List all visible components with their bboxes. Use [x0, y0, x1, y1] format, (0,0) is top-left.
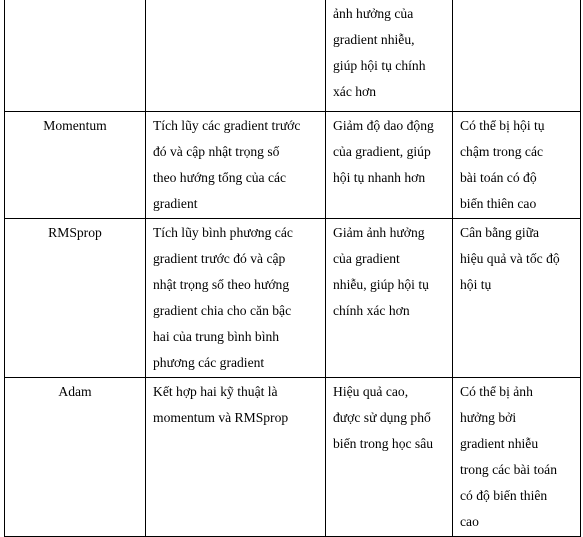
optimizer-name-cell [5, 378, 146, 537]
cell-line: đó và cập nhật trọng số [153, 144, 280, 159]
advantage-cell [326, 378, 453, 537]
cell-line: hội tụ nhanh hơn [333, 170, 426, 185]
cell-line: gradient chia cho căn bậc [153, 303, 292, 318]
optimizer-name: Momentum [43, 118, 107, 133]
cell-line: Hiệu quả cao, [333, 384, 409, 399]
cell-line: Tích lũy bình phương các [153, 225, 293, 240]
cell-line: gradient trước đó và cập [153, 251, 286, 266]
cell-line: biến thiên cao [460, 196, 537, 211]
cell-line: cao [460, 514, 479, 529]
advantage-cell [326, 219, 453, 378]
disadvantage-cell [453, 219, 581, 378]
disadvantage-cell [453, 0, 581, 112]
cell-line: chậm trong các [460, 144, 544, 159]
cell-line: xác hơn [333, 84, 377, 99]
cell-line: nhật trọng số theo hướng [153, 277, 290, 292]
cell-line: hưởng bởi [460, 410, 517, 425]
cell-line: trong các bài toán [460, 462, 558, 477]
cell-line: chính xác hơn [333, 303, 410, 318]
table-row [5, 112, 581, 219]
mechanism-cell [146, 378, 326, 537]
table-row [5, 378, 581, 537]
cell-line: Giảm ảnh hưởng [333, 225, 425, 240]
cell-line: Có thể bị ảnh [460, 384, 533, 399]
cell-line: phương các gradient [153, 355, 265, 370]
cell-line: giúp hội tụ chính [333, 58, 426, 73]
mechanism-cell [146, 219, 326, 378]
table-row [5, 0, 581, 112]
cell-line: Kết hợp hai kỹ thuật là [153, 384, 278, 399]
cell-line: gradient nhiễu, [333, 32, 415, 47]
optimizer-name: Adam [58, 384, 92, 399]
optimizer-comparison-table [4, 0, 581, 537]
mechanism-cell [146, 112, 326, 219]
cell-line: gradient nhiễu [460, 436, 539, 451]
cell-line: hai của trung bình bình [153, 329, 280, 344]
cell-line: có độ biến thiên [460, 488, 548, 503]
cell-line: Cân bằng giữa [460, 225, 540, 240]
disadvantage-cell [453, 112, 581, 219]
cell-line: gradient [153, 196, 198, 211]
cell-line: Tích lũy các gradient trước [153, 118, 301, 133]
optimizer-name-cell [5, 0, 146, 112]
cell-line: ảnh hưởng của [333, 6, 414, 21]
cell-line: theo hướng tổng của các [153, 170, 287, 185]
cell-line: hiệu quả và tốc độ [460, 251, 560, 266]
optimizer-name-cell [5, 112, 146, 219]
cell-line: của gradient, giúp [333, 144, 431, 159]
mechanism-cell [146, 0, 326, 112]
cell-line: được sử dụng phổ [333, 410, 431, 425]
optimizer-name-cell [5, 219, 146, 378]
table-row [5, 219, 581, 378]
cell-line: hội tụ [460, 277, 492, 292]
cell-line: nhiễu, giúp hội tụ [333, 277, 429, 292]
cell-line: momentum và RMSprop [153, 410, 289, 425]
advantage-cell [326, 112, 453, 219]
cell-line: của gradient [333, 251, 400, 266]
cell-line: bài toán có độ [460, 170, 537, 185]
cell-line: Có thể bị hội tụ [460, 118, 545, 133]
disadvantage-cell [453, 378, 581, 537]
optimizer-name: RMSprop [48, 225, 102, 240]
cell-line: Giảm độ dao động [333, 118, 434, 133]
cell-line: biến trong học sâu [333, 436, 434, 451]
advantage-cell [326, 0, 453, 112]
